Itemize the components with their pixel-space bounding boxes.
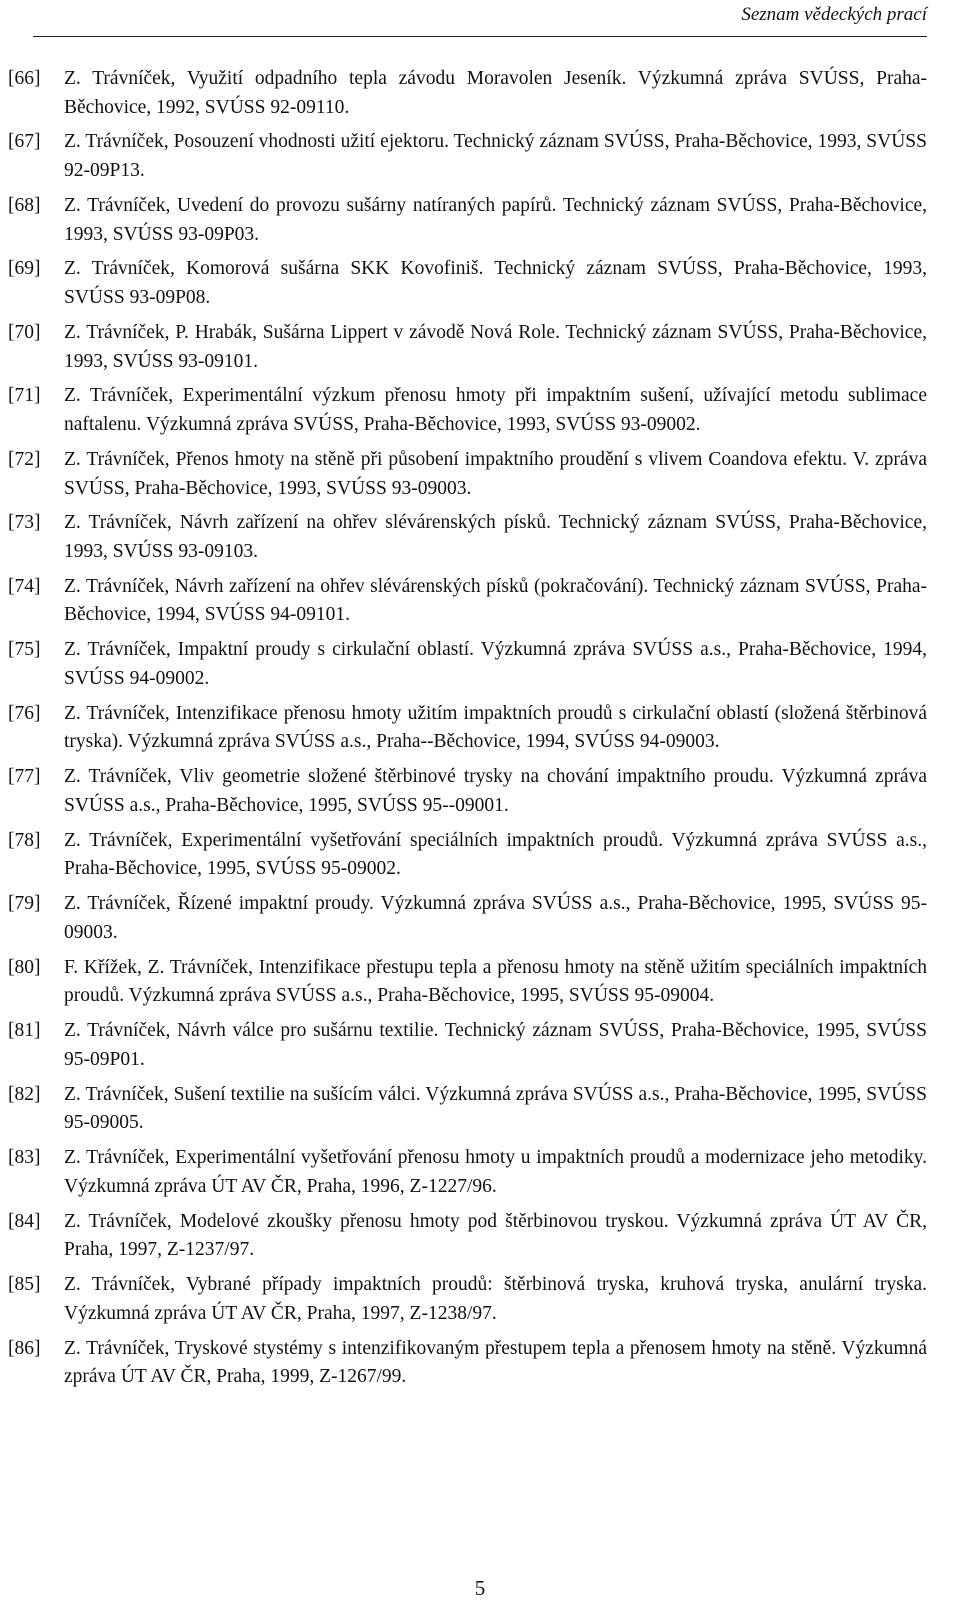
reference-item <box>8 65 927 122</box>
reference-item <box>8 1144 927 1201</box>
running-header: Seznam vědeckých prací <box>741 4 927 25</box>
page-number: 5 <box>474 1576 486 1600</box>
reference-item <box>8 1271 927 1328</box>
reference-number: [68] <box>8 194 41 216</box>
reference-item <box>8 890 927 947</box>
reference-number: [82] <box>8 1083 41 1105</box>
reference-number: [86] <box>8 1337 41 1359</box>
reference-number: [80] <box>8 956 41 978</box>
reference-number: [84] <box>8 1210 41 1232</box>
reference-text: Z. Trávníček, Vliv geometrie složené štěrbinové trysky na chování impaktního proudu. Výzkumná zpráva SVÚSS a.s., Praha-Běchovice, 1995, SVÚSS 95--09001. <box>64 766 927 816</box>
reference-text: Z. Trávníček, Impaktní proudy s cirkulační oblastí. Výzkumná zpráva SVÚSS a.s., Praha-Běchovice, 1994, SVÚSS 94-09002. <box>64 639 927 689</box>
reference-number: [85] <box>8 1274 41 1296</box>
reference-text: F. Křížek, Z. Trávníček, Intenzifikace přestupu tepla a přenosu hmoty na stěně užitím speciálních impaktních proudů. Výzkumná zpráva SVÚSS a.s., Praha-Běchovice, 1995, SVÚSS 95-09004. <box>64 956 927 1007</box>
reference-text: Z. Trávníček, Komorová sušárna SKK Kovofiniš. Technický záznam SVÚSS, Praha-Běchovice, 1993, SVÚSS 93-09P08. <box>64 258 927 309</box>
reference-item <box>8 1017 927 1074</box>
reference-item <box>8 509 927 566</box>
reference-item <box>8 1208 927 1265</box>
reference-text: Z. Trávníček, Uvedení do provozu sušárny natíraných papírů. Technický záznam SVÚSS, Praha-Běchovice, 1993, SVÚSS 93-09P03. <box>64 194 927 245</box>
reference-item <box>8 192 927 249</box>
reference-text: Z. Trávníček, Experimentální vyšetřování speciálních impaktních proudů. Výzkumná zpráva SVÚSS a.s., Praha-Běchovice, 1995, SVÚSS 95-09002. <box>64 829 927 880</box>
reference-number: [67] <box>8 131 41 153</box>
reference-text: Z. Trávníček, P. Hrabák, Sušárna Lippert v závodě Nová Role. Technický záznam SVÚSS, Praha-Běchovice, 1993, SVÚSS 93-09101. <box>64 321 927 372</box>
reference-text: Z. Trávníček, Sušení textilie na sušícím válci. Výzkumná zpráva SVÚSS a.s., Praha-Běchovice, 1995, SVÚSS 95-09005. <box>64 1083 927 1134</box>
reference-number: [77] <box>8 766 41 788</box>
reference-text: Z. Trávníček, Modelové zkoušky přenosu hmoty pod štěrbinovou tryskou. Výzkumná zpráva ÚT AV ČR, Praha, 1997, Z-1237/97. <box>64 1210 927 1261</box>
reference-text: Z. Trávníček, Návrh válce pro sušárnu textilie. Technický záznam SVÚSS, Praha-Běchovice, 1995, SVÚSS 95-09P01. <box>64 1020 927 1070</box>
reference-number: [74] <box>8 575 41 597</box>
reference-item <box>8 573 927 630</box>
reference-item <box>8 827 927 884</box>
reference-item <box>8 763 927 820</box>
reference-text: Z. Trávníček, Vybrané případy impaktních proudů: štěrbinová tryska, kruhová tryska, anulární tryska. Výzkumná zpráva ÚT AV ČR, Praha, 1997, Z-1238/97. <box>64 1274 927 1324</box>
reference-text: Z. Trávníček, Využití odpadního tepla závodu Moravolen Jeseník. Výzkumná zpráva SVÚSS, Praha-Běchovice, 1992, SVÚSS 92-09110. <box>64 68 927 118</box>
reference-number: [83] <box>8 1147 41 1169</box>
reference-text: Z. Trávníček, Řízené impaktní proudy. Výzkumná zpráva SVÚSS a.s., Praha-Běchovice, 1995, SVÚSS 95-09003. <box>64 893 927 943</box>
reference-number: [75] <box>8 639 41 661</box>
reference-item <box>8 319 927 376</box>
reference-number: [72] <box>8 448 41 470</box>
reference-text: Z. Trávníček, Posouzení vhodnosti užití ejektoru. Technický záznam SVÚSS, Praha-Běchovice, 1993, SVÚSS 92-09P13. <box>64 131 927 182</box>
reference-list <box>8 65 927 1398</box>
reference-item <box>8 700 927 757</box>
reference-item <box>8 255 927 312</box>
reference-item <box>8 1081 927 1138</box>
reference-number: [76] <box>8 702 41 724</box>
reference-item <box>8 636 927 693</box>
reference-number: [81] <box>8 1020 41 1042</box>
reference-text: Z. Trávníček, Experimentální vyšetřování přenosu hmoty u impaktních proudů a modernizace jeho metodiky. Výzkumná zpráva ÚT AV ČR, Praha, 1996, Z-1227/96. <box>64 1147 927 1197</box>
reference-text: Z. Trávníček, Tryskové stystémy s intenzifikovaným přestupem tepla a přenosem hmoty na stěně. Výzkumná zpráva ÚT AV ČR, Praha, 1999, Z-1267/99. <box>64 1337 927 1388</box>
reference-text: Z. Trávníček, Přenos hmoty na stěně při působení impaktního proudění s vlivem Coandova efektu. V. zpráva SVÚSS, Praha-Běchovice, 1993, SVÚSS 93-09003. <box>64 448 927 499</box>
reference-number: [66] <box>8 68 41 89</box>
reference-number: [73] <box>8 512 41 534</box>
reference-text: Z. Trávníček, Intenzifikace přenosu hmoty užitím impaktních proudů s cirkulační oblastí (složená štěrbinová tryska). Výzkumná zpráva SVÚSS a.s., Praha--Běchovice, 1994, SVÚSS 94-09003. <box>64 702 927 753</box>
reference-number: [79] <box>8 893 41 915</box>
reference-number: [69] <box>8 258 41 280</box>
reference-item <box>8 446 927 503</box>
reference-number: [71] <box>8 385 41 407</box>
reference-text: Z. Trávníček, Experimentální výzkum přenosu hmoty při impaktním sušení, užívající metodu sublimace naftalenu. Výzkumná zpráva SVÚSS, Praha-Běchovice, 1993, SVÚSS 93-09002. <box>64 385 927 436</box>
header-rule <box>33 36 927 37</box>
reference-text: Z. Trávníček, Návrh zařízení na ohřev slévárenských písků. Technický záznam SVÚSS, Praha-Běchovice, 1993, SVÚSS 93-09103. <box>64 512 927 562</box>
reference-item <box>8 382 927 439</box>
reference-number: [70] <box>8 321 41 343</box>
reference-item <box>8 1335 927 1392</box>
reference-item <box>8 954 927 1011</box>
reference-item <box>8 128 927 185</box>
reference-text: Z. Trávníček, Návrh zařízení na ohřev slévárenských písků (pokračování). Technický záznam SVÚSS, Praha-Běchovice, 1994, SVÚSS 94-09101. <box>64 575 927 626</box>
reference-number: [78] <box>8 829 41 851</box>
